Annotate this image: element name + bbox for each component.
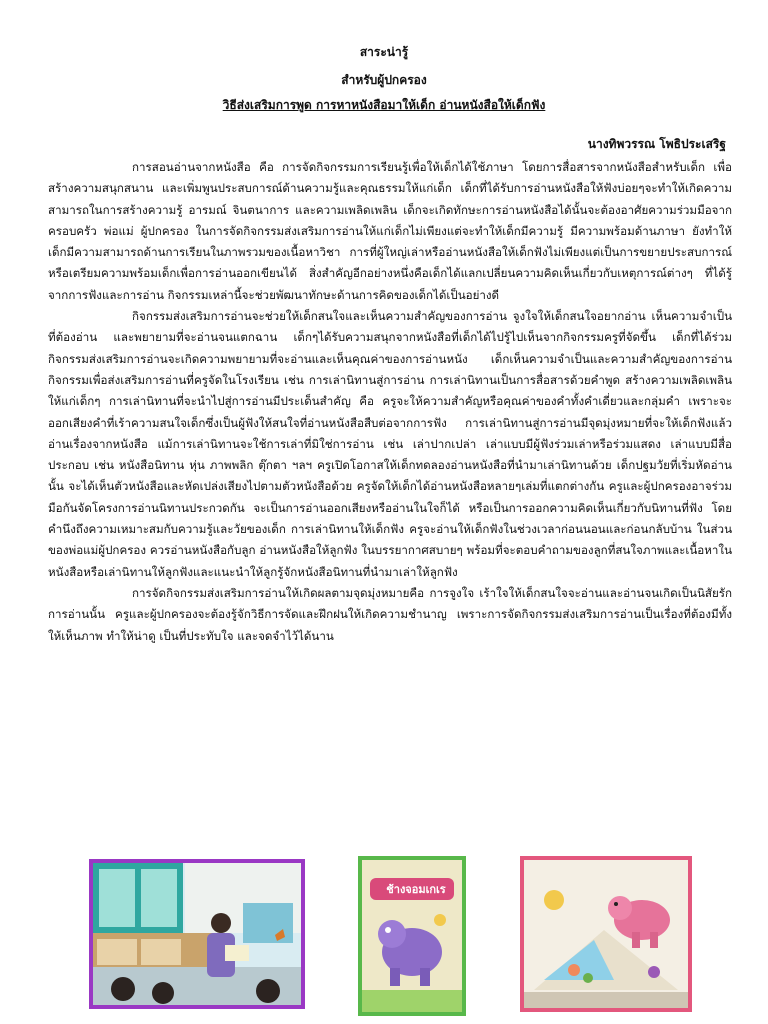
popup-book-photo xyxy=(520,856,692,1012)
paragraph-2: กิจกรรมส่งเสริมการอ่านจะช่วยให้เด็กสนใจและเห็นความสำคัญของการอ่าน จูงใจให้เด็กสนใจอยากอ่าน เห็นความจำเป็นที่ต้องอ่าน และพยายามที่จะอ่านจนแตกฉาน เด็กๆได้รับความสนุกจากหนังสือที่เด็กได้ไปรู้ไปเห็นจากกิจกรรมครูที่จัดขึ้น เด็กที่ได้ร่วมกิจกรรมส่งเสริมการอ่านจะเกิดความพยายามที่จะอ่านและเห็นคุณค่าของการอ่านหนัง เด็กเห็นความจำเป็นและความสำคัญของการอ่าน กิจกรรมเพื่อส่งเสริมการอ่านที่ครูจัดในโรงเรียน เช่น การเล่านิทานสู่การอ่าน การเล่านิทานเป็นการสื่อสารด้วยคำพูด สร้างความเพลิดเพลินให้แก่เด็กๆ การเล่านิทานที่จะนำไปสู่การอ่านมีประเด็นสำคัญ คือ ครูจะให้ความสำคัญหรือคุณค่าของคำทั้งคำเดี่ยวและกลุ่มคำ เพราะจะออกเสียงคำที่เร้าความสนใจเด็กซึ่งเป็นผู้ฟังให้สนใจที่อ่านหนังสือสืบต่อจากการฟัง การเล่านิทานสู่การอ่านมีจุดมุ่งหมายที่จะให้เด็กฟังแล้วอ่านเรื่องจากหนังสือ แม้การเล่านิทานจะใช้การเล่าที่มิใช่การอ่าน เช่น เล่าปากเปล่า เล่าแบบมีผู้ฟังร่วมเล่าหรือร่วมแสดง เล่าแบบมีสื่อประกอบ เช่น หนังสือนิทาน หุ่น ภาพพลิก ตุ๊กตา ฯลฯ ครูเปิดโอกาสให้เด็กทดลองอ่านหนังสือที่นำมาเล่านิทานด้วย เด็กปฐมวัยที่เริ่มหัดอ่านนั้น จะได้เห็นตัวหนังสือและหัดเปล่งเสียงไปตามตัวหนังสือด้วย ครูจัดให้เด็กได้อ่านหนังสือหลายๆเล่มที่แตกต่างกัน ครูและผู้ปกครองอาจร่วมมือกันจัดโครงการอ่านนิทานประกวดกัน จะเป็นการอ่านออกเสียงหรืออ่านในใจก็ได้ หรือเป็นการออกความคิดเห็นเกี่ยวกับนิทานที่ฟัง โดยคำนึงถึงความเหมาะสมกับความรู้และวัยของเด็ก การเล่านิทานให้เด็กฟัง ครูจะอ่านให้เด็กฟังในช่วงเวลาก่อนนอนและก่อนกลับบ้าน ในส่วนของพ่อแม่ผู้ปกครอง ควรอ่านหนังสือกับลูก อ่านหนังสือให้ลูกฟัง ในบรรยากาศสบายๆ พร้อมที่จะตอบคำถามของลูกที่สนใจภาพและเนื้อหาในหนังสือหรือเล่านิทานให้ลูกฟังและแนะนำให้ลูกรู้จักหนังสือนิทานที่นำมาเล่าให้ลูกฟัง xyxy=(48,309,732,579)
document-subtitle: สำหรับผู้ปกครอง xyxy=(341,73,427,87)
classroom-photo xyxy=(89,859,305,1009)
photo-strip xyxy=(0,856,768,1016)
paragraph-1: การสอนอ่านจากหนังสือ คือ การจัดกิจกรรมการเรียนรู้เพื่อให้เด็กได้ใช้ภาษา โดยการสื่อสารจากหนังสือสำหรับเด็ก เพื่อสร้างความสนุกสนาน และเพิ่มพูนประสบการณ์ด้านความรู้และคุณธรรมให้แก่เด็ก เด็กที่ได้รับการอ่านหนังสือให้ฟังบ่อยๆจะทำให้เกิดความสามารถในการสร้างความรู้ อารมณ์ จินตนาการ และความเพลิดเพลิน เด็กจะเกิดทักษะการอ่านหนังสือได้นั้นจะต้องอาศัยความร่วมมือจากครอบครัว พ่อแม่ ผู้ปกครอง ในการจัดกิจกรรมส่งเสริมการอ่านให้แก่เด็กไม่เพียงแต่จะทำให้เด็กมีความรู้ มีความพร้อมด้านภาษา ยังทำให้เด็กมีความสามารถด้านการเรียนในภาพรวมของเนื้อหาวิชา การที่ผู้ใหญ่เล่าหรืออ่านหนังสือให้เด็กฟังไม่เพียงแต่เป็นการขยายประสบการณ์ หรือเตรียมความพร้อมเด็กเพื่อการอ่านออกเขียนได้ สิ่งสำคัญอีกอย่างหนึ่งคือเด็กได้แลกเปลี่ยนความคิดเห็นเกี่ยวกับเหตุการณ์ต่างๆ ที่ได้รู้จากการฟังและการอ่าน กิจกรรมเหล่านี้จะช่วยพัฒนาทักษะด้านการคิดของเด็กได้เป็นอย่างดี xyxy=(48,160,732,302)
document-topic: วิธีส่งเสริมการพูด การหาหนังสือมาให้เด็ก อ่านหนังสือให้เด็กฟัง xyxy=(222,98,546,112)
book-cover-title: ช้างจอมเกเร xyxy=(386,883,446,896)
author-name: นางทิพวรรณ โพธิประเสริฐ xyxy=(587,137,726,151)
document-title: สาระน่ารู้ xyxy=(359,45,409,59)
storybook-cover-photo xyxy=(358,856,466,1016)
paragraph-3: การจัดกิจกรรมส่งเสริมการอ่านให้เกิดผลตามจุดมุ่งหมายคือ การจูงใจ เร้าใจให้เด็กสนใจจะอ่านและอ่านจนเกิดเป็นนิสัยรักการอ่านนั้น ครูและผู้ปกครองจะต้องรู้จักวิธีการจัดและฝึกฝนให้เกิดความชำนาญ เพราะการจัดกิจกรรมส่งเสริมการอ่านเป็นเรื่องที่ต้องมีทั้งให้เห็นภาพ ทำให้น่าดู เป็นที่ประทับใจ และจดจำไว้ได้นาน xyxy=(48,585,732,643)
article-body xyxy=(48,157,732,647)
